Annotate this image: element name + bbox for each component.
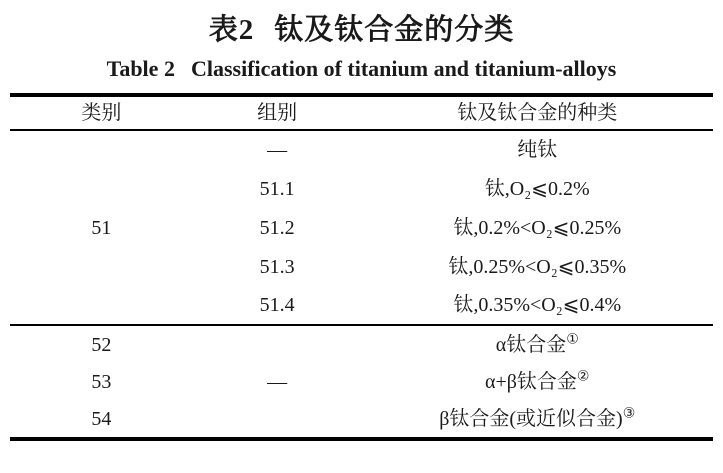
type-text: 钛,O₂⩽0.2% (484, 177, 590, 200)
class-51-section (10, 130, 713, 325)
type-cell (361, 325, 713, 363)
group-cell: 51.4 (259, 294, 295, 316)
header-row (10, 95, 713, 130)
footnote-ref: ① (566, 331, 579, 347)
type-text: 钛,0.35%<O₂⩽0.4% (453, 294, 622, 316)
header-type: 钛及钛合金的种类 (361, 95, 713, 130)
type-text: 纯钛 (517, 139, 558, 161)
class-52-54-section (10, 325, 713, 439)
table-row (10, 130, 713, 169)
footnote-ref: ② (576, 369, 590, 385)
table-caption-zh: 钛及钛合金的分类 (274, 14, 515, 46)
type-cell (361, 401, 713, 439)
footnote-ref: ③ (622, 406, 636, 422)
group-cell: 51.2 (259, 216, 295, 239)
table-row (10, 325, 713, 363)
type-cell (361, 169, 713, 208)
header-group: 组别 (193, 95, 362, 130)
class-cell: 54 (91, 408, 112, 430)
type-cell (361, 208, 713, 247)
class-cell: 52 (91, 333, 112, 356)
group-cell: 51.3 (259, 255, 295, 278)
type-text: β钛合金(或近似合金) (439, 408, 623, 430)
table-number-zh: 表2 (208, 14, 255, 46)
table-title-en (0, 56, 723, 82)
group-cell: 51.1 (259, 177, 295, 200)
document-page (0, 12, 723, 473)
class-cell: 53 (91, 371, 112, 393)
type-cell (361, 286, 713, 325)
classification-table (10, 93, 713, 441)
type-cell (361, 363, 713, 401)
table-row (10, 401, 713, 439)
group-cell: — (267, 139, 288, 161)
class-cell: 51 (91, 216, 112, 239)
table-title-zh (0, 12, 723, 48)
type-text: α+β钛合金 (484, 371, 577, 393)
group-cell: — (267, 370, 288, 393)
type-text: α钛合金 (495, 333, 567, 356)
type-cell (361, 130, 713, 169)
header-class: 类别 (10, 95, 193, 130)
table-caption-en: Classification of titanium and titanium-alloys (190, 56, 617, 81)
table-number-en: Table 2 (106, 56, 175, 81)
type-text: 钛,0.2%<O₂⩽0.25% (453, 216, 622, 239)
type-cell (361, 247, 713, 286)
type-text: 钛,0.25%<O₂⩽0.35% (448, 255, 627, 278)
table-row (10, 363, 713, 401)
